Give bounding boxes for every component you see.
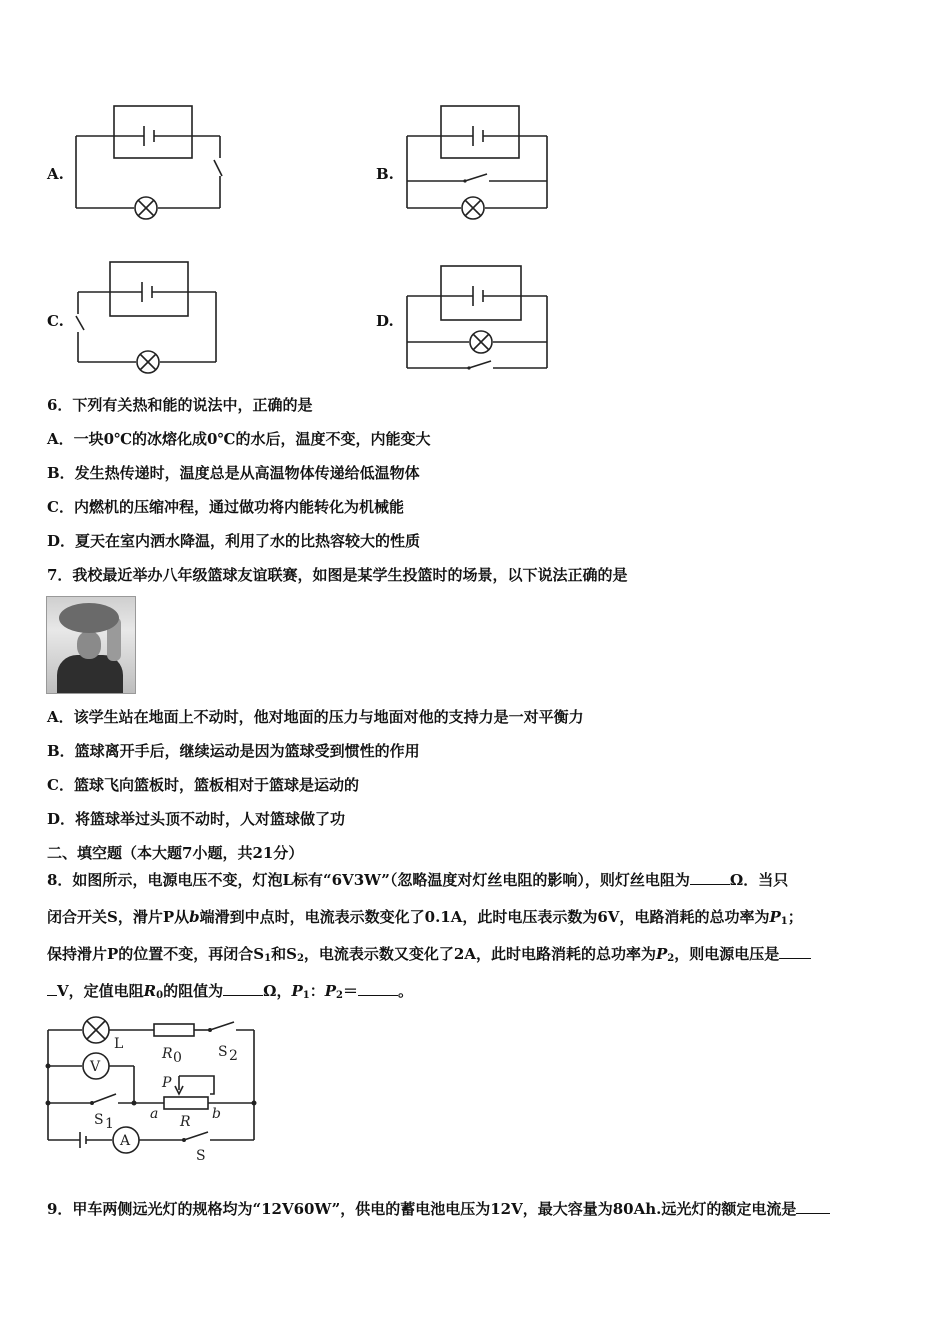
switch-s2-icon [210,1022,234,1030]
q8-circuit-diagram [44,1014,274,1164]
q9-line-1 [47,1199,830,1219]
q8-text-4g: 1 [302,990,310,1001]
q9-text-1: 9．甲车两侧远光灯的规格均为“12V60W”，供电的蓄电池电压为12V，最大容量为80Ah.远光灯的额定电流是 [47,1200,797,1218]
label-s2: S [218,1044,228,1060]
switch-s-icon [184,1132,208,1140]
q7-option-b: B．篮球离开手后，继续运动是因为篮球受到惯性的作用 [47,742,420,760]
q8-text-3h: ，则电源电压是 [674,945,780,963]
option-c-label: C. [47,312,64,330]
switch-s1-icon [92,1094,116,1103]
q8-text-2e: 1 [780,916,788,927]
q8-text-3g: 2 [667,953,675,964]
q8-text-3c: 和S [271,945,297,963]
circuit-diagram-a [74,104,234,224]
q7-option-c: C．篮球飞向篮板时，篮板相对于篮球是运动的 [47,776,359,794]
q8-text-3f: P [655,945,668,963]
q8-text-1a: 8．如图所示，电源电压不变，灯泡L标有“6V3W”（忽略温度对灯丝电阻的影响），则灯丝电阻为 [47,871,690,889]
label-s2-sub: 2 [229,1048,238,1064]
q8-text-4f: P [291,982,303,1000]
q8-text-4d: 的阻值为 [163,982,224,1000]
q8-text-2a: 闭合开关S，滑片P从 [47,908,190,926]
q8-text-4e: Ω， [263,982,292,1000]
option-d-label: D. [376,312,394,330]
q7-option-d: D．将篮球举过头顶不动时，人对篮球做了功 [47,810,346,828]
q8-text-4l: 。 [397,982,413,1000]
photo-head [77,631,101,659]
q8-line-4 [47,981,413,1006]
q8-line-1 [47,870,788,890]
q8-text-3b: 1 [264,953,272,964]
q8-text-4j: 2 [336,990,343,1001]
q8-text-2c: 端滑到中点时，电流表示数变化了0.1A，此时电压表示数为6V，电路消耗的总功率为 [199,908,770,926]
circuit-diagram-c [74,262,234,380]
q8-text-4h: ： [309,982,325,1000]
answer-blank-voltage-part2[interactable] [47,995,57,996]
resistor-r0-icon [154,1024,194,1036]
label-s: S [196,1148,206,1164]
q8-text-4c: 0 [156,990,164,1001]
answer-blank-r0[interactable] [223,995,263,996]
label-b-end: b [212,1106,221,1122]
q7-stem: 7．我校最近举办八年级篮球友谊联赛，如图是某学生投篮时的场景，以下说法正确的是 [47,566,628,584]
label-L: L [114,1036,124,1052]
q8-text-2d: P [769,908,781,926]
label-p: P [162,1075,172,1091]
answer-blank-power-ratio[interactable] [358,995,398,996]
photo-basketball [59,603,119,633]
label-r: R [180,1114,191,1130]
q8-text-3e: ，电流表示数又变化了2A，此时电路消耗的总功率为 [303,945,656,963]
rheostat-r-icon [164,1097,208,1109]
answer-blank-resistance[interactable] [690,884,730,885]
q8-text-2b: b [189,908,200,926]
option-a-label: A. [47,165,64,183]
q8-text-3a: 保持滑片P的位置不变，再闭合S [47,945,265,963]
q6-stem: 6．下列有关热和能的说法中，正确的是 [47,396,313,414]
q8-line-2 [47,907,803,932]
q6-option-d: D．夏天在室内洒水降温，利用了水的比热容较大的性质 [47,532,421,550]
q8-text-2f: ； [787,908,803,926]
basketball-player-photo [46,596,136,694]
q8-text-4k: ＝ [342,982,358,1000]
option-b-label: B. [376,165,394,183]
q8-text-1b: Ω．当只 [729,871,789,889]
label-s1: S [94,1112,104,1128]
label-a-end: a [150,1106,159,1122]
label-s1-sub: 1 [105,1116,114,1132]
q6-option-a: A．一块0℃的冰熔化成0℃的水后，温度不变，内能变大 [47,430,431,448]
section-2-heading: 二、填空题（本大题7小题，共21分） [47,844,304,862]
q7-option-a: A．该学生站在地面上不动时，他对地面的压力与地面对他的支持力是一对平衡力 [47,708,584,726]
q8-text-4b: R [143,982,157,1000]
q6-option-c: C．内燃机的压缩冲程，通过做功将内能转化为机械能 [47,498,404,516]
q8-line-3 [47,944,811,969]
q8-text-3d: 2 [296,953,304,964]
q8-text-4i: P [324,982,336,1000]
label-voltmeter: V [90,1059,101,1075]
label-ammeter: A [120,1133,131,1149]
q8-text-4a: V，定值电阻 [57,982,144,1000]
label-r0-sub: 0 [173,1050,182,1066]
circuit-diagram-d [405,266,565,378]
answer-blank-voltage-part1[interactable] [779,958,811,959]
answer-blank-current[interactable] [796,1213,830,1214]
q6-option-b: B．发生热传递时，温度总是从高温物体传递给低温物体 [47,464,420,482]
label-r0: R [162,1046,173,1062]
circuit-diagram-b [405,104,565,224]
